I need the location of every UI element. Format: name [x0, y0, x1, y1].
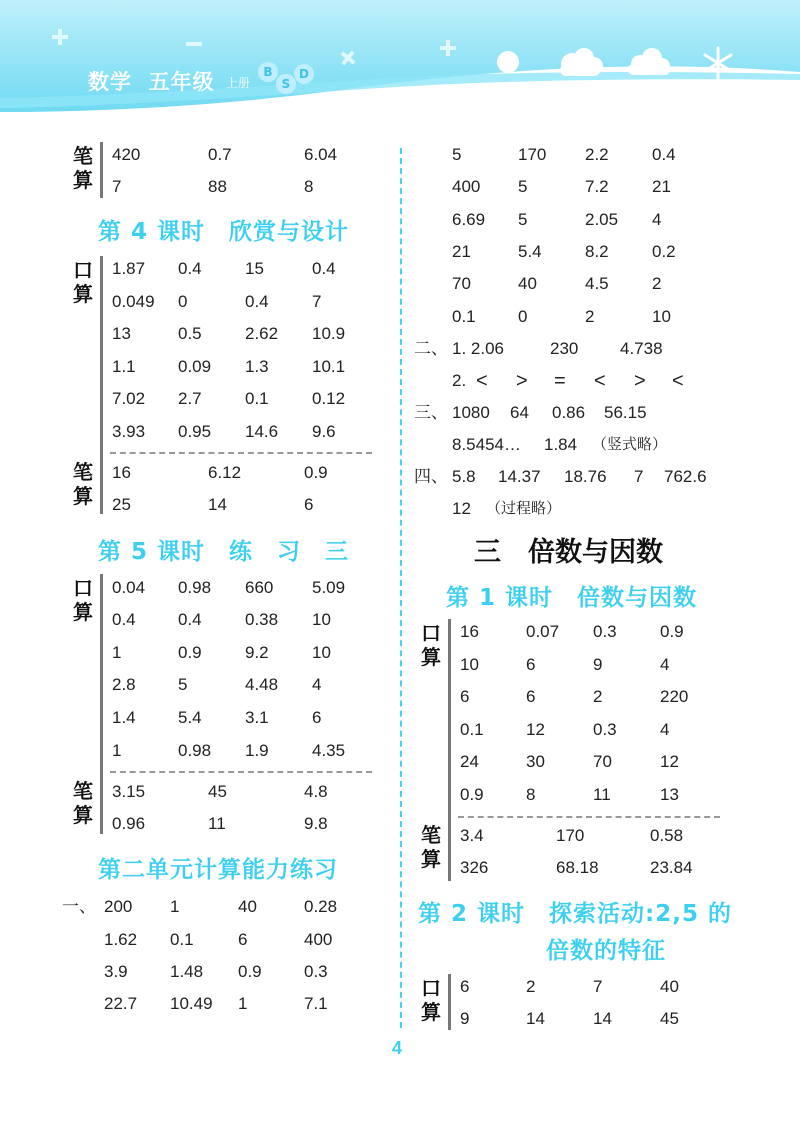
question-prefix: 二、 — [414, 339, 448, 359]
question-row: 8.5454… 1.84 （竖式略） — [452, 435, 668, 454]
label-oral: 口 算 — [73, 576, 93, 624]
publisher-letter-s: S — [276, 74, 296, 94]
publisher-letter-b: B — [258, 62, 278, 82]
comparison-row: 2. < > = < > < — [452, 370, 684, 392]
question-prefix: 一、 — [62, 897, 96, 917]
dashed-separator — [458, 816, 720, 818]
header-title: 数学 五年级 — [88, 70, 215, 94]
question-row: 一、 200 1 40 0.28 — [62, 892, 382, 922]
publisher-letter-d: D — [294, 64, 314, 84]
section-title-continued: 倍数的特征 — [546, 938, 666, 964]
label-oral: 口 算 — [73, 258, 93, 306]
question-prefix: 四、 — [414, 467, 448, 487]
label-written: 笔 算 — [73, 460, 93, 508]
label-written: 笔 算 — [73, 779, 93, 827]
dashed-separator — [110, 452, 372, 454]
bracket-line — [100, 142, 103, 198]
question-row: 三、 1080 64 0.86 56.15 — [414, 398, 714, 428]
page-header — [0, 0, 800, 120]
dashed-separator — [110, 771, 372, 773]
question-row: 12 （过程略） — [452, 499, 562, 518]
header-volume: 上册 — [226, 76, 251, 90]
bracket-line — [448, 974, 451, 1030]
section-title: 第 4 课时 欣赏与设计 — [98, 219, 350, 245]
section-title: 第 5 课时 练 习 三 — [98, 539, 350, 565]
label-written: 笔 算 — [421, 823, 441, 871]
section-title: 第 1 课时 倍数与因数 — [446, 585, 698, 611]
question-prefix: 三、 — [414, 403, 448, 423]
section-title: 第 2 课时 探索活动:2,5 的 — [418, 901, 732, 927]
page-number: 4 — [392, 1038, 403, 1058]
label-oral: 口 算 — [421, 976, 441, 1024]
column-divider — [400, 148, 402, 1028]
bracket-line — [100, 256, 103, 514]
label-written: 笔 算 — [73, 144, 93, 192]
question-row: 二、 1. 2.06 230 4.738 — [414, 334, 714, 364]
label-oral: 口 算 — [421, 621, 441, 669]
section-title: 第二单元计算能力练习 — [98, 857, 338, 883]
bracket-line — [100, 574, 103, 834]
bracket-line — [448, 619, 451, 881]
header-banner — [0, 0, 800, 120]
question-row: 四、 5.8 14.37 18.76 7 762.6 — [414, 462, 734, 492]
chapter-title: 三 倍数与因数 — [474, 537, 663, 568]
